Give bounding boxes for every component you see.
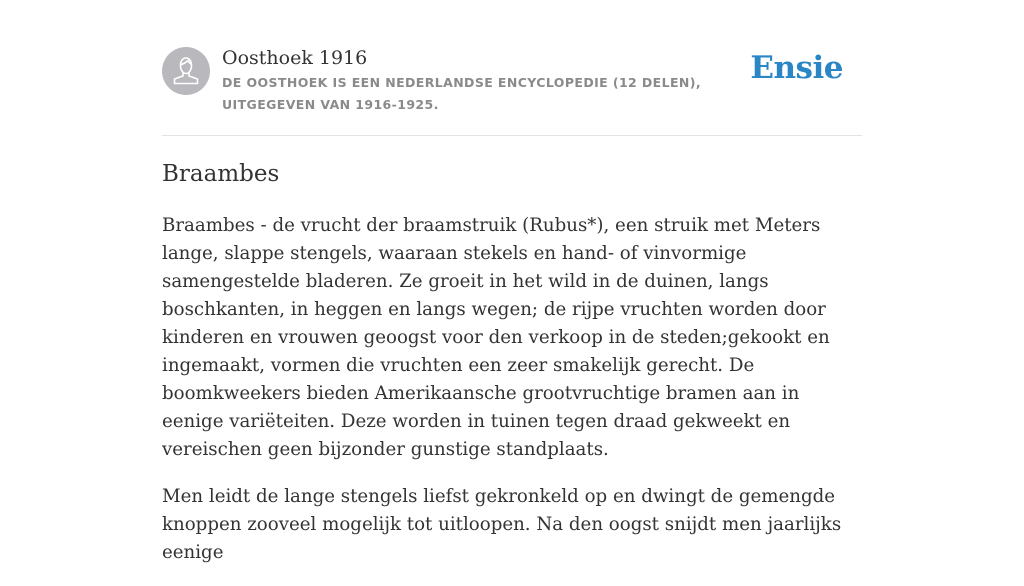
entry-body	[162, 212, 862, 586]
entry-paragraph: Men leidt de lange stengels liefst gekronkeld op en dwingt de gemengde knoppen zooveel mogelijk tot uitloopen. Na den oogst snijdt men jaarlijks eenige	[162, 486, 842, 563]
source-header	[162, 0, 862, 136]
entry-title: Braambes	[162, 161, 280, 187]
user-avatar-icon	[162, 47, 210, 95]
source-avatar[interactable]	[162, 47, 210, 95]
ensie-logo-link[interactable]: Ensie	[750, 50, 843, 86]
entry-paragraph: Braambes - de vrucht der braamstruik (Rubus*), een struik met Meters lange, slappe stengels, waaraan stekels en hand- of vinvormige samengestelde bladeren. Ze groeit in het wild in de duinen, langs boschkanten, in heggen en langs wegen; de rijpe vruchten worden door kinderen en vrouwen geoogst voor den verkoop in de steden;gekookt en ingemaakt, vormen die vruchten een zeer smakelijk gerecht. De boomkweekers bieden Amerikaansche grootvruchtige bramen aan in eenige variëteiten. Deze worden in tuinen tegen draad gekweekt en vereischen geen bijzonder gunstige standplaats.	[162, 215, 830, 460]
source-title[interactable]: Oosthoek 1916	[222, 47, 368, 69]
page-container	[162, 0, 862, 563]
source-description: DE OOSTHOEK IS EEN NEDERLANDSE ENCYCLOPEDIE (12 DELEN), UITGEGEVEN VAN 1916-1925.	[222, 75, 702, 112]
